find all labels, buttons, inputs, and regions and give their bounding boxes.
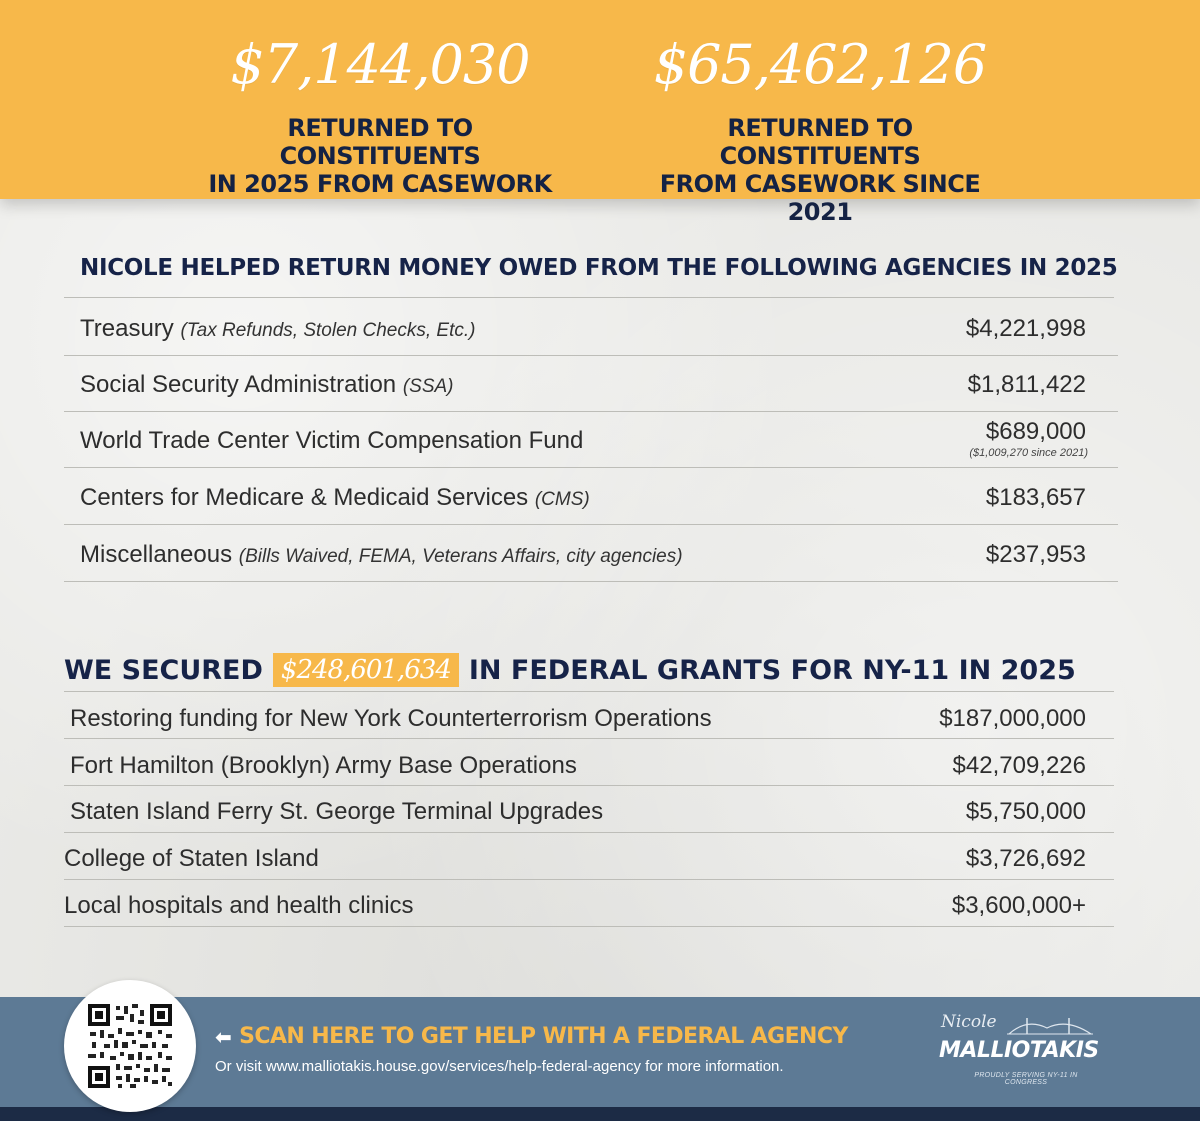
agency-row-value: $4,221,998 [965, 315, 1086, 342]
agency-note: (Bills Waived, FEMA, Veterans Affairs, city agencies) [238, 546, 683, 567]
visit-link[interactable]: Or visit www.malliotakis.house.gov/services/help-federal-agency for more information. [215, 1058, 784, 1075]
stat-amount: $7,144,030 [230, 33, 530, 96]
agency-row-subvalue: ($1,009,270 since 2021) [969, 447, 1088, 459]
logo-tagline: PROUDLY SERVING NY-11 IN CONGRESS [974, 1072, 1078, 1086]
logo-name: MALLIOTAKIS [939, 1038, 1099, 1063]
grant-row-value: $42,709,226 [952, 752, 1086, 779]
agency-name: Social Security Administration [80, 371, 397, 398]
divider [64, 832, 1114, 833]
grant-row-label: Fort Hamilton (Brooklyn) Army Base Operations [70, 752, 577, 779]
agency-name: World Trade Center Victim Compensation Fund [80, 427, 584, 454]
stat-amount: $65,462,126 [653, 33, 987, 96]
agency-note: (CMS) [534, 489, 590, 510]
grant-row-value: $3,726,692 [965, 845, 1086, 872]
divider [64, 691, 1114, 692]
arrow-left-icon: ⬅ [215, 1024, 232, 1049]
grants-heading-suffix: IN FEDERAL GRANTS FOR NY-11 IN 2025 [468, 654, 1076, 686]
divider [64, 581, 1118, 582]
stat-caption [190, 114, 570, 198]
agency-row-label [80, 427, 583, 455]
grant-row-label: College of Staten Island [64, 845, 319, 872]
agency-name: Centers for Medicare & Medicaid Services [80, 484, 529, 511]
agencies-heading: NICOLE HELPED RETURN MONEY OWED FROM THE FOLLOWING AGENCIES IN 2025 [80, 255, 1118, 281]
divider [64, 411, 1118, 412]
malliotakis-logo [935, 1012, 1099, 1092]
stat-caption [630, 114, 1010, 226]
agency-note: (Tax Refunds, Stolen Checks, Etc.) [180, 320, 476, 341]
grant-row-value: $187,000,000 [939, 705, 1086, 732]
divider [64, 738, 1114, 739]
footer-stripe [0, 1107, 1200, 1121]
bridge-icon [1007, 1014, 1093, 1036]
divider [64, 467, 1118, 468]
divider [64, 355, 1118, 356]
grants-heading-prefix: WE SECURED [64, 654, 263, 686]
grant-row-label: Staten Island Ferry St. George Terminal Upgrades [70, 798, 604, 825]
agency-row-value: $237,953 [985, 541, 1086, 568]
stat-caption-line: IN 2025 FROM CASEWORK [208, 170, 552, 198]
stat-caption-line: RETURNED TO CONSTITUENTS [279, 114, 481, 170]
stat-caption-line: RETURNED TO CONSTITUENTS [719, 114, 921, 170]
agency-row-value: $689,000 [985, 418, 1086, 445]
logo-signature: Nicole [941, 1012, 997, 1032]
qr-code-badge[interactable] [64, 980, 196, 1112]
grants-heading-amount: $248,601,634 [273, 653, 459, 687]
agency-row-label [80, 315, 475, 343]
divider [64, 297, 1114, 298]
stat-2025-casework [190, 30, 570, 198]
divider [64, 879, 1114, 880]
agency-row-value: $1,811,422 [967, 371, 1086, 398]
cta-line[interactable] [215, 1024, 848, 1049]
grant-row-value: $5,750,000 [965, 798, 1086, 825]
grants-heading [64, 650, 1076, 690]
agency-row-value: $183,657 [985, 484, 1086, 511]
qr-code-icon[interactable] [86, 1002, 174, 1090]
stat-caption-line: FROM CASEWORK SINCE 2021 [659, 170, 981, 226]
agency-note: (SSA) [402, 376, 454, 397]
grant-row-label: Local hospitals and health clinics [64, 892, 414, 919]
stat-since-2021-casework [630, 30, 1010, 226]
agency-row-label [80, 371, 454, 399]
cta-text: SCAN HERE TO GET HELP WITH A FEDERAL AGENCY [239, 1024, 848, 1049]
agency-row-label [80, 484, 590, 512]
top-banner [0, 0, 1200, 226]
agency-name: Treasury [80, 315, 174, 342]
agency-row-label [80, 541, 683, 569]
grant-row-label: Restoring funding for New York Counterterrorism Operations [70, 705, 712, 732]
divider [64, 524, 1118, 525]
agency-name: Miscellaneous [80, 541, 233, 568]
divider [64, 785, 1114, 786]
grant-row-value: $3,600,000+ [951, 892, 1086, 919]
divider [64, 926, 1114, 927]
